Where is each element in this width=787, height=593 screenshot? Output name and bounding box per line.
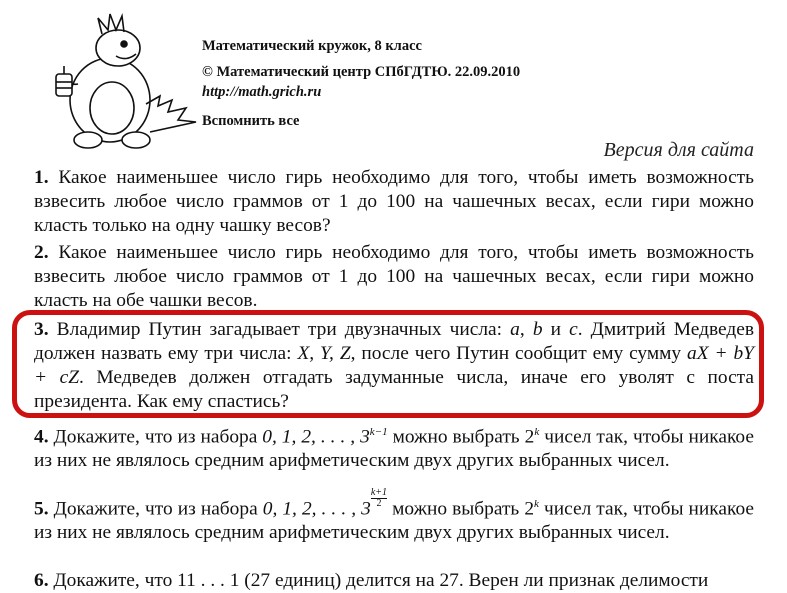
var-c: c: [569, 319, 578, 340]
problem-number: 5.: [34, 498, 49, 520]
problem-text: можно выбрать: [392, 426, 520, 448]
exponent: k−1: [369, 426, 388, 438]
problem-number: 4.: [34, 426, 49, 448]
fraction-exponent: [371, 488, 387, 509]
circle-title: Математический кружок, 8 класс: [202, 38, 422, 54]
dinosaur-logo: [40, 8, 200, 158]
problem-text: Какое наименьшее число гирь необходимо для того, чтобы иметь возможность взвесить любое число граммов от 1 до 100 на чашечных весах, если гири можно класть на обе чашки весов.: [34, 242, 754, 311]
sum-expression: aX + bY + cZ: [34, 343, 754, 388]
problem-text: . Медведев должен отгадать задуманные числа, иначе его уволят с поста президента. Как ему спастись?: [34, 367, 755, 412]
version-label: Версия для сайта: [603, 139, 754, 161]
topic-title: Вспомнить все: [202, 113, 300, 129]
base-two: 2: [524, 498, 535, 520]
var-b: b: [532, 319, 543, 340]
comma: ,: [519, 319, 525, 340]
site-link[interactable]: http://math.grich.ru: [202, 84, 322, 100]
number-set: 0, 1, 2, . . . , 3: [262, 498, 371, 520]
exponent-numerator: k+1: [370, 487, 388, 498]
problem-text: Докажите, что из набора: [53, 426, 258, 448]
conjunction: и: [550, 319, 561, 340]
problem-number: 2.: [34, 242, 49, 263]
problem-4: [34, 420, 754, 473]
exponent-denominator: 2: [376, 498, 382, 509]
problem-text: Докажите, что из набора: [53, 498, 258, 520]
vars-xyz: X, Y, Z: [297, 343, 351, 364]
problem-number: 1.: [34, 167, 49, 188]
problem-text: Докажите, что 11 . . . 1 (27 единиц) делится на 27. Верен ли признак делимости: [53, 570, 709, 591]
problem-number: 6.: [34, 570, 49, 591]
number-set: 0, 1, 2, . . . , 3: [262, 426, 370, 448]
problem-2: [34, 241, 754, 313]
problem-text: Владимир Путин загадывает три двузначных числа:: [56, 319, 503, 340]
problem-text: . Дмитрий Медведев должен назвать ему три числа:: [34, 319, 754, 364]
problem-6: [34, 569, 786, 593]
exponent-k: k: [534, 498, 539, 510]
problem-text: можно выбрать: [392, 498, 520, 520]
problem-text: чисел так, чтобы никакое из них не являлось средним арифметическим двух других выбранных чисел.: [34, 498, 755, 544]
problem-5: [34, 487, 755, 545]
copyright-line: © Математический центр СПбГДТЮ. 22.09.2010: [202, 64, 521, 80]
problem-3: [34, 318, 754, 414]
var-a: a: [510, 319, 520, 340]
problem-text: чисел так, чтобы никакое из них не являлось средним арифметическим двух других выбранных чисел.: [34, 426, 754, 472]
exponent-k: k: [534, 426, 540, 438]
problem-1: [34, 166, 754, 238]
problem-text: Какое наименьшее число гирь необходимо для того, чтобы иметь возможность взвесить любое число граммов от 1 до 100 на чашечных весах, если гири можно класть только на одну чашку весов?: [34, 167, 754, 236]
base-two: 2: [524, 426, 535, 448]
problem-number: 3.: [34, 319, 49, 340]
problem-text: , после чего Путин сообщит ему сумму: [350, 343, 682, 364]
